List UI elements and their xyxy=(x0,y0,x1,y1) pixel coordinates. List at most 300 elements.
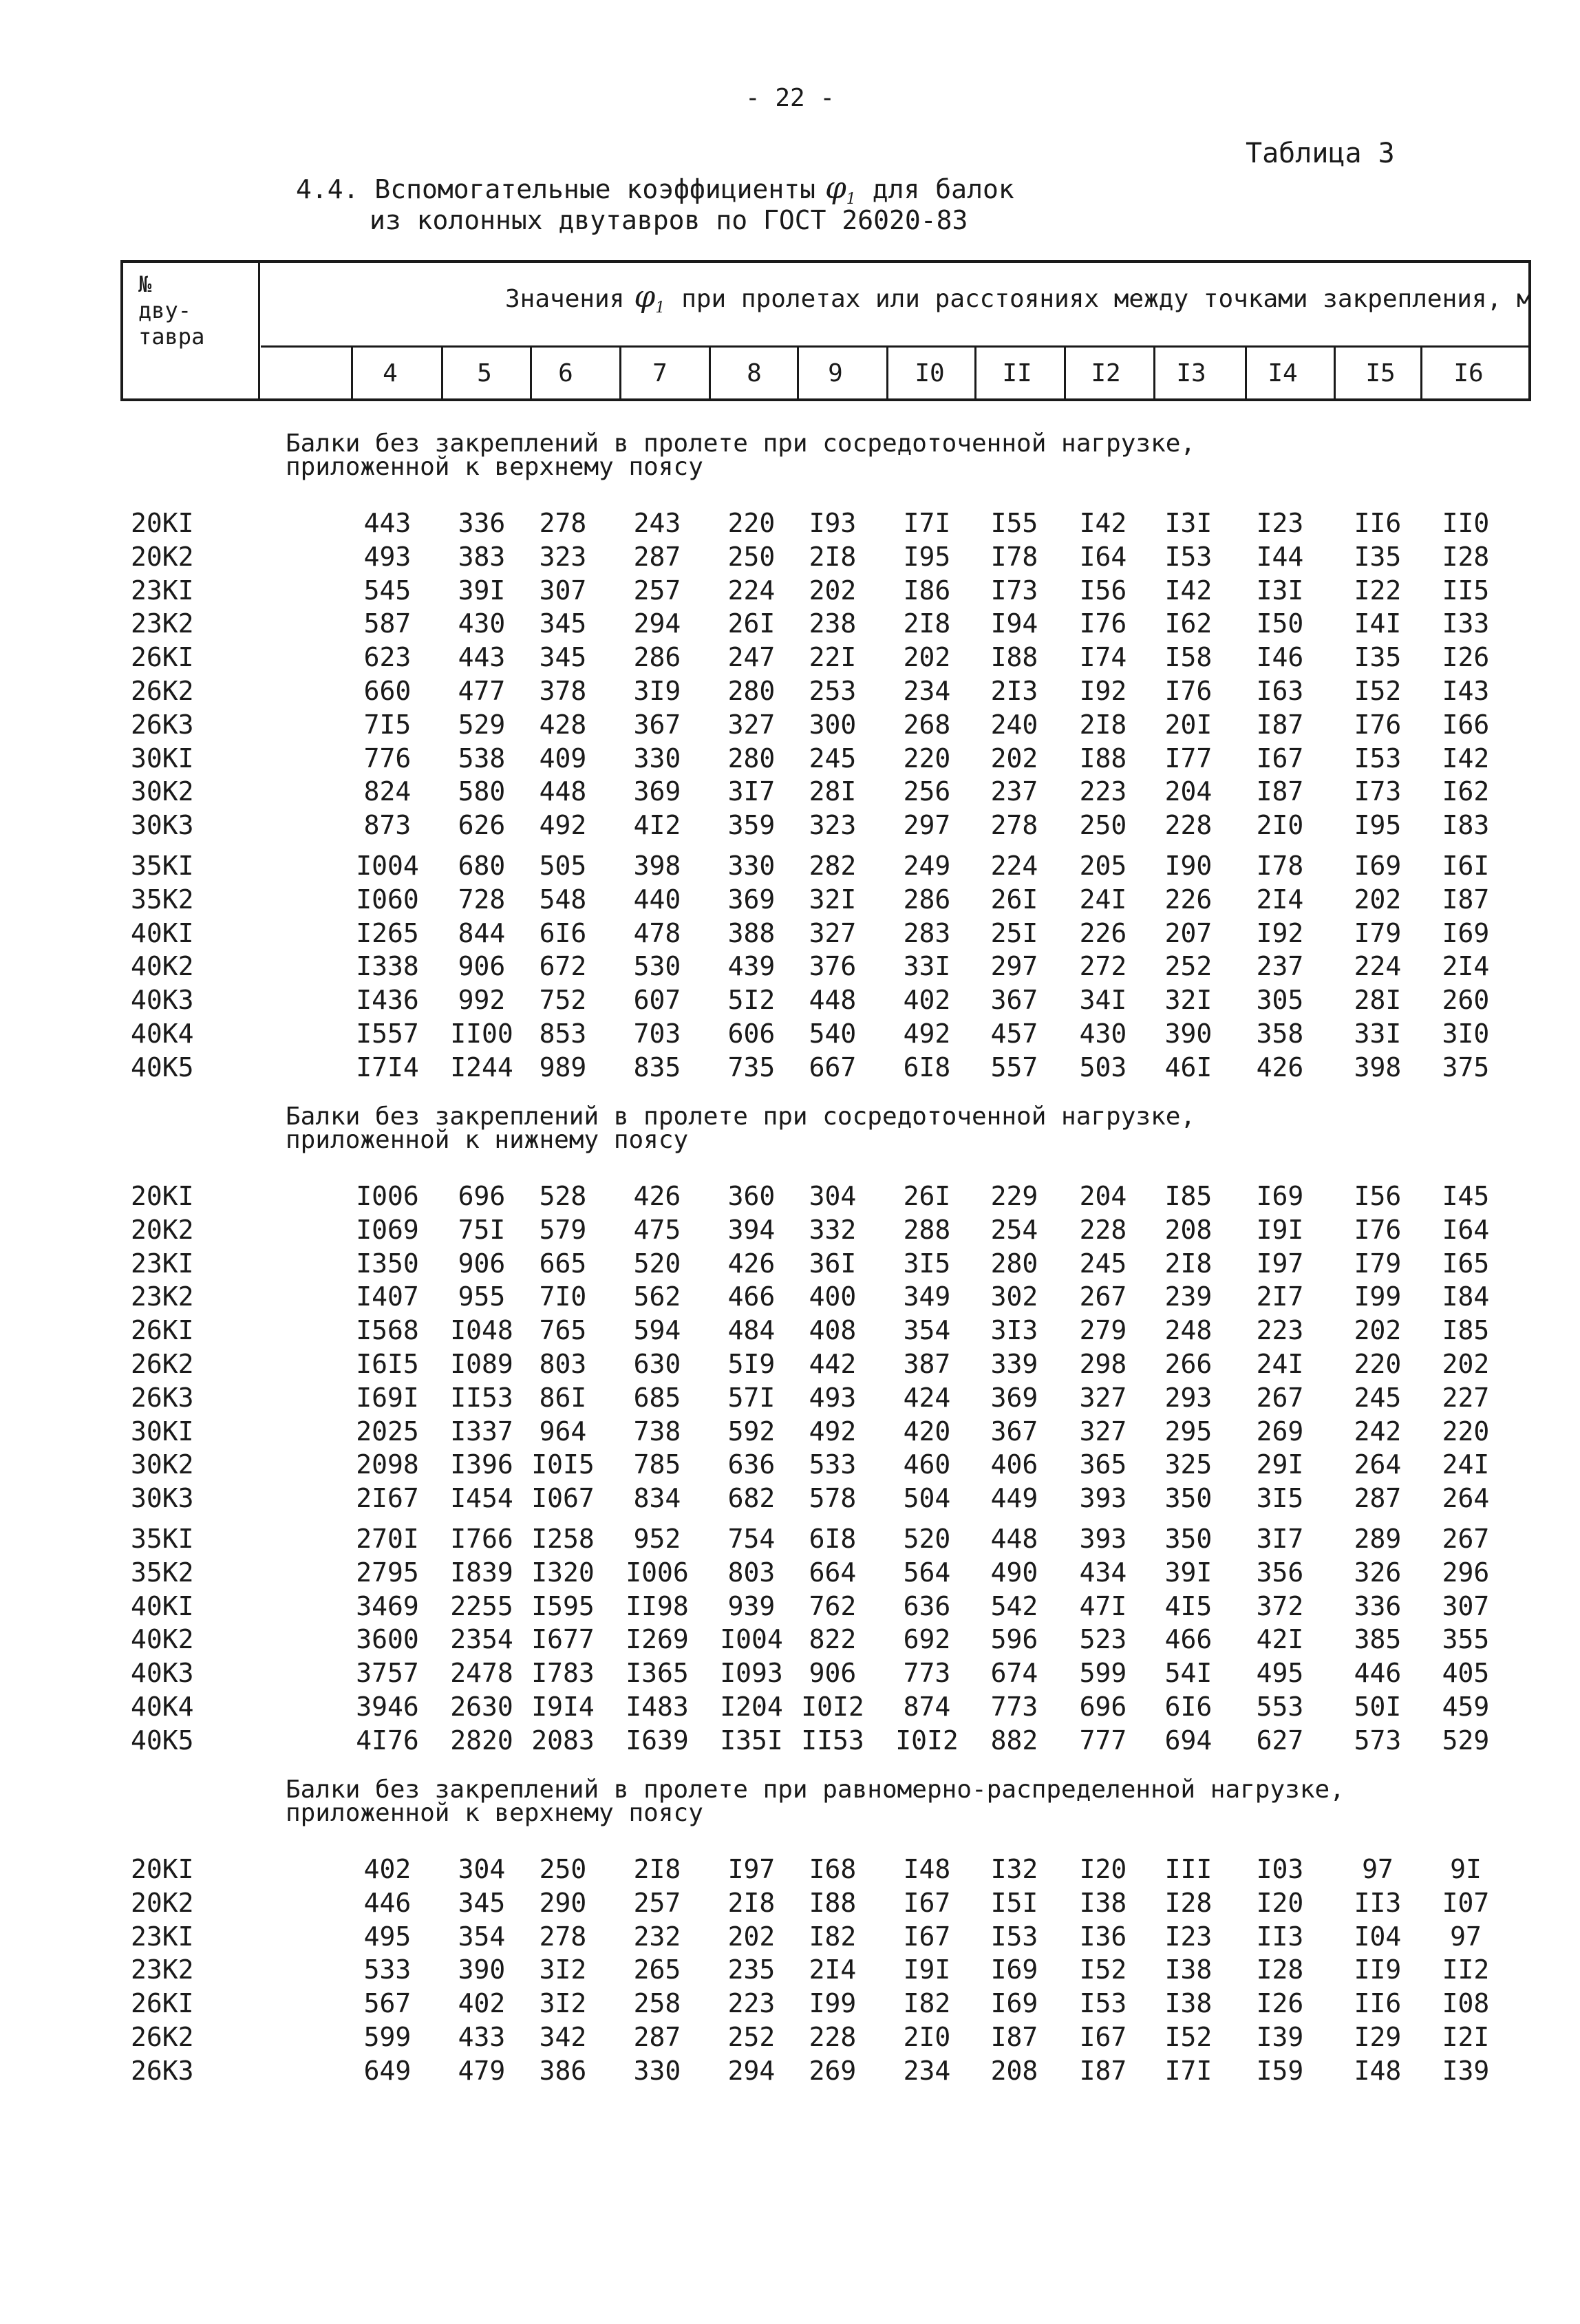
beam-label: 20К2 xyxy=(131,1887,194,1918)
table-cell: 349 xyxy=(903,1281,951,1312)
table-cell: 503 xyxy=(1079,1052,1127,1083)
table-cell: I97 xyxy=(727,1854,776,1884)
table-cell: 420 xyxy=(903,1416,951,1447)
table-cell: I0I2 xyxy=(801,1692,864,1722)
table-cell: 386 xyxy=(539,2055,587,2086)
table-cell: 2I4 xyxy=(1442,951,1490,982)
table-cell: I86 xyxy=(903,575,951,606)
table-cell: 405 xyxy=(1442,1658,1490,1689)
table-cell: 528 xyxy=(539,1181,587,1211)
table-cell: I53 xyxy=(1079,1988,1127,2019)
table-cell: 207 xyxy=(1164,917,1213,948)
table-cell: I08 xyxy=(1442,1988,1490,2019)
table-cell: 409 xyxy=(539,743,587,774)
table-cell: 367 xyxy=(990,1416,1038,1447)
table-cell: I76 xyxy=(1354,1214,1402,1245)
table-cell: I3I xyxy=(1256,575,1304,606)
table-cell: 345 xyxy=(539,642,587,673)
table-cell: I78 xyxy=(1256,851,1304,881)
table-cell: I83 xyxy=(1442,810,1490,841)
table-cell: 3I2 xyxy=(539,1954,587,1985)
table-cell: 224 xyxy=(990,851,1038,881)
table-cell: 6I8 xyxy=(809,1524,857,1554)
table-cell: 692 xyxy=(903,1624,951,1655)
table-cell: 247 xyxy=(727,642,776,673)
table-cell: 567 xyxy=(363,1988,412,2019)
table-cell: I23 xyxy=(1256,508,1304,538)
span-header-cell: 6 xyxy=(558,359,573,387)
table-cell: I436 xyxy=(356,985,419,1016)
table-cell: 228 xyxy=(1164,810,1213,841)
table-cell: I33 xyxy=(1442,608,1490,639)
table-cell: 260 xyxy=(1442,985,1490,1016)
table-cell: 245 xyxy=(1354,1382,1402,1413)
table-cell: 493 xyxy=(363,541,412,572)
table-cell: II9 xyxy=(1354,1954,1402,1985)
table-cell: 442 xyxy=(809,1349,857,1379)
table-cell: I0I2 xyxy=(895,1725,959,1756)
table-cell: 523 xyxy=(1079,1624,1127,1655)
table-cell: 803 xyxy=(539,1349,587,1379)
table-cell: 667 xyxy=(809,1052,857,1083)
table-cell: 803 xyxy=(727,1557,776,1588)
table-cell: 267 xyxy=(1442,1524,1490,1554)
table-cell: 383 xyxy=(458,541,506,572)
table-cell: I20 xyxy=(1256,1887,1304,1918)
table-cell: I93 xyxy=(809,508,857,538)
table-cell: 208 xyxy=(1164,1214,1213,1245)
table-cell: 735 xyxy=(727,1052,776,1083)
table-cell: 2I8 xyxy=(727,1887,776,1918)
span-header-cell: I5 xyxy=(1365,359,1396,387)
table-cell: 682 xyxy=(727,1483,776,1514)
table-cell: 350 xyxy=(1164,1483,1213,1514)
table-cell: 287 xyxy=(1354,1483,1402,1514)
table-cell: 28I xyxy=(809,776,857,807)
table-cell: 234 xyxy=(903,676,951,706)
span-header-cell: 7 xyxy=(652,359,668,387)
table-cell: 596 xyxy=(990,1624,1038,1655)
table-cell: 387 xyxy=(903,1349,951,1379)
table-cell: I53 xyxy=(1164,541,1213,572)
table-cell: 599 xyxy=(1079,1658,1127,1689)
table-cell: 754 xyxy=(727,1524,776,1554)
table-cell: 2I4 xyxy=(809,1954,857,1985)
table-cell: 238 xyxy=(809,608,857,639)
table-cell: 367 xyxy=(990,985,1038,1016)
table-cell: I28 xyxy=(1164,1887,1213,1918)
table-cell: 330 xyxy=(727,851,776,881)
table-cell: 75I xyxy=(458,1214,506,1245)
table-cell: 627 xyxy=(1256,1725,1304,1756)
table-cell: 479 xyxy=(458,2055,506,2086)
table-cell: 39I xyxy=(1164,1557,1213,1588)
table-cell: 205 xyxy=(1079,851,1127,881)
table-cell: I95 xyxy=(1354,810,1402,841)
table-cell: 674 xyxy=(990,1658,1038,1689)
table-cell: I92 xyxy=(1256,917,1304,948)
table-cell: 2I8 xyxy=(809,541,857,572)
table-cell: 202 xyxy=(727,1921,776,1952)
span-header-cell: I0 xyxy=(915,359,945,387)
table-cell: 3I5 xyxy=(903,1248,951,1279)
table-cell: 773 xyxy=(903,1658,951,1689)
table-cell: 305 xyxy=(1256,985,1304,1016)
table-cell: I048 xyxy=(450,1315,513,1346)
table-cell: 265 xyxy=(633,1954,681,1985)
table-cell: I089 xyxy=(450,1349,513,1379)
values-header: Значения $\varphi_1$ при пролетах или расстояниях между точками закрепления, м xyxy=(505,279,1532,317)
table-cell: 835 xyxy=(633,1052,681,1083)
table-cell: 280 xyxy=(990,1248,1038,1279)
table-cell: I55 xyxy=(990,508,1038,538)
table-cell: 268 xyxy=(903,709,951,740)
table-cell: I2I xyxy=(1442,2022,1490,2052)
table-cell: 3I9 xyxy=(633,676,681,706)
table-cell: I338 xyxy=(356,951,419,982)
section-title: Балки без закреплений в пролете при сосредоточенной нагрузке, приложенной к верхнему поясу xyxy=(286,429,1196,481)
table-cell: 280 xyxy=(727,743,776,774)
beam-label: 40К2 xyxy=(131,951,194,982)
table-cell: 220 xyxy=(903,743,951,774)
beam-label: 30К3 xyxy=(131,810,194,841)
table-cell: 2I8 xyxy=(1164,1248,1213,1279)
table-cell: 906 xyxy=(458,951,506,982)
table-cell: 354 xyxy=(903,1315,951,1346)
table-cell: I76 xyxy=(1164,676,1213,706)
table-cell: 267 xyxy=(1256,1382,1304,1413)
table-cell: 484 xyxy=(727,1315,776,1346)
table-cell: 785 xyxy=(633,1449,681,1480)
table-cell: 36I xyxy=(809,1248,857,1279)
table-cell: I839 xyxy=(450,1557,513,1588)
table-cell: I88 xyxy=(809,1887,857,1918)
span-header-cell: I3 xyxy=(1176,359,1206,387)
table-cell: 752 xyxy=(539,985,587,1016)
table-cell: 323 xyxy=(809,810,857,841)
beam-label: 35К2 xyxy=(131,1557,194,1588)
table-cell: I244 xyxy=(450,1052,513,1083)
table-cell: 248 xyxy=(1164,1315,1213,1346)
table-cell: 220 xyxy=(727,508,776,538)
table-cell: 267 xyxy=(1079,1281,1127,1312)
table-cell: 3I3 xyxy=(990,1315,1038,1346)
table-cell: I69 xyxy=(1354,851,1402,881)
table-cell: 372 xyxy=(1256,1590,1304,1621)
table-label: Таблица 3 xyxy=(1246,138,1395,169)
table-cell: 226 xyxy=(1079,917,1127,948)
table-cell: 3I2 xyxy=(539,1988,587,2019)
table-cell: I337 xyxy=(450,1416,513,1447)
table-cell: II5 xyxy=(1442,575,1490,606)
beam-label: 23К2 xyxy=(131,1281,194,1312)
table-cell: I006 xyxy=(356,1181,419,1211)
table-cell: 765 xyxy=(539,1315,587,1346)
beam-label: 40К3 xyxy=(131,985,194,1016)
table-cell: 578 xyxy=(809,1483,857,1514)
table-cell: I350 xyxy=(356,1248,419,1279)
table-cell: 278 xyxy=(990,810,1038,841)
table-cell: 33I xyxy=(1354,1019,1402,1049)
table-cell: I69 xyxy=(1442,917,1490,948)
table-cell: 426 xyxy=(727,1248,776,1279)
table-cell: I58 xyxy=(1164,642,1213,673)
table-cell: 408 xyxy=(809,1315,857,1346)
beam-label: 23К2 xyxy=(131,608,194,639)
table-cell: 264 xyxy=(1354,1449,1402,1480)
table-cell: 47I xyxy=(1079,1590,1127,1621)
table-cell: 286 xyxy=(633,642,681,673)
table-cell: 2I3 xyxy=(990,676,1038,706)
table-cell: 327 xyxy=(809,917,857,948)
table-cell: I454 xyxy=(450,1483,513,1514)
table-cell: 239 xyxy=(1164,1281,1213,1312)
table-cell: 293 xyxy=(1164,1382,1213,1413)
table-cell: 2083 xyxy=(531,1725,595,1756)
table-cell: 369 xyxy=(990,1382,1038,1413)
table-cell: 279 xyxy=(1079,1315,1127,1346)
table-cell: 824 xyxy=(363,776,412,807)
table-cell: I568 xyxy=(356,1315,419,1346)
table-cell: 738 xyxy=(633,1416,681,1447)
table-cell: I004 xyxy=(356,851,419,881)
table-cell: 369 xyxy=(727,884,776,915)
table-cell: 2098 xyxy=(356,1449,419,1480)
table-cell: 457 xyxy=(990,1019,1038,1049)
table-cell: 240 xyxy=(990,709,1038,740)
table-cell: 307 xyxy=(1442,1590,1490,1621)
table-cell: I69 xyxy=(990,1988,1038,2019)
table-cell: 696 xyxy=(458,1181,506,1211)
table-cell: 336 xyxy=(458,508,506,538)
table-cell: 253 xyxy=(809,676,857,706)
table-cell: II98 xyxy=(626,1590,689,1621)
table-cell: I62 xyxy=(1164,608,1213,639)
table-cell: 4I5 xyxy=(1164,1590,1213,1621)
table-cell: 475 xyxy=(633,1214,681,1245)
table-cell: 327 xyxy=(1079,1416,1127,1447)
table-cell: 234 xyxy=(903,2055,951,2086)
table-cell: I82 xyxy=(903,1988,951,2019)
table-cell: 873 xyxy=(363,810,412,841)
table-cell: 288 xyxy=(903,1214,951,1245)
table-cell: 2478 xyxy=(450,1658,513,1689)
table-cell: 345 xyxy=(539,608,587,639)
table-cell: 460 xyxy=(903,1449,951,1480)
table-cell: 254 xyxy=(990,1214,1038,1245)
table-cell: 623 xyxy=(363,642,412,673)
table-cell: I76 xyxy=(1354,709,1402,740)
table-cell: 2I8 xyxy=(633,1854,681,1884)
span-divider xyxy=(351,345,353,398)
span-divider xyxy=(797,345,799,398)
table-cell: 728 xyxy=(458,884,506,915)
table-cell: 5I9 xyxy=(727,1349,776,1379)
table-cell: 42I xyxy=(1256,1624,1304,1655)
table-cell: I67 xyxy=(1079,2022,1127,2052)
table-cell: 297 xyxy=(903,810,951,841)
beam-label: 26К2 xyxy=(131,676,194,706)
table-cell: II3 xyxy=(1256,1921,1304,1952)
table-cell: 287 xyxy=(633,541,681,572)
table-cell: 844 xyxy=(458,917,506,948)
table-cell: I258 xyxy=(531,1524,595,1554)
table-cell: 394 xyxy=(727,1214,776,1245)
table-cell: I45 xyxy=(1442,1181,1490,1211)
table-cell: I060 xyxy=(356,884,419,915)
table-cell: I5I xyxy=(990,1887,1038,1918)
table-cell: 365 xyxy=(1079,1449,1127,1480)
table-cell: 3I5 xyxy=(1256,1483,1304,1514)
table-cell: 607 xyxy=(633,985,681,1016)
table-cell: 249 xyxy=(903,851,951,881)
table-cell: II6 xyxy=(1354,1988,1402,2019)
table-cell: I9I xyxy=(1256,1214,1304,1245)
table-cell: 504 xyxy=(903,1483,951,1514)
table-cell: 223 xyxy=(727,1988,776,2019)
table-cell: 295 xyxy=(1164,1416,1213,1447)
header-divider xyxy=(258,263,260,398)
span-divider xyxy=(619,345,621,398)
table-cell: I28 xyxy=(1442,541,1490,572)
table-cell: 350 xyxy=(1164,1524,1213,1554)
table-cell: 664 xyxy=(809,1557,857,1588)
table-cell: 477 xyxy=(458,676,506,706)
table-cell: 520 xyxy=(903,1524,951,1554)
table-cell: 430 xyxy=(1079,1019,1127,1049)
table-cell: 245 xyxy=(1079,1248,1127,1279)
table-cell: 33I xyxy=(903,951,951,982)
beam-label: 26К3 xyxy=(131,2055,194,2086)
table-cell: 289 xyxy=(1354,1524,1402,1554)
beam-label: 30К2 xyxy=(131,776,194,807)
table-cell: 402 xyxy=(903,985,951,1016)
beam-label: 20КI xyxy=(131,1181,194,1211)
table-cell: 228 xyxy=(1079,1214,1127,1245)
table-cell: 434 xyxy=(1079,1557,1127,1588)
table-cell: 294 xyxy=(633,608,681,639)
table-cell: 369 xyxy=(633,776,681,807)
table-cell: I79 xyxy=(1354,917,1402,948)
table-cell: 226 xyxy=(1164,884,1213,915)
table-cell: 224 xyxy=(727,575,776,606)
heading-prefix: 4.4. Вспомогательные коэффициенты xyxy=(296,174,815,204)
table-cell: 443 xyxy=(458,642,506,673)
heading-line-1 xyxy=(296,171,1014,209)
table-cell: 4I76 xyxy=(356,1725,419,1756)
table-cell: 224 xyxy=(1354,951,1402,982)
table-cell: 672 xyxy=(539,951,587,982)
table-cell: 424 xyxy=(903,1382,951,1413)
phi-symbol: $\varphi_1$ xyxy=(824,171,856,208)
table-cell: 402 xyxy=(363,1854,412,1884)
table-cell: 6I6 xyxy=(539,917,587,948)
table-cell: 2I8 xyxy=(1079,709,1127,740)
table-cell: 939 xyxy=(727,1590,776,1621)
table-cell: I50 xyxy=(1256,608,1304,639)
table-cell: I48 xyxy=(903,1854,951,1884)
table-cell: 492 xyxy=(809,1416,857,1447)
span-header-cell: I2 xyxy=(1091,359,1121,387)
table-cell: 874 xyxy=(903,1692,951,1722)
table-cell: 478 xyxy=(633,917,681,948)
table-cell: I28 xyxy=(1256,1954,1304,1985)
table-cell: 564 xyxy=(903,1557,951,1588)
table-cell: I766 xyxy=(450,1524,513,1554)
table-cell: 245 xyxy=(809,743,857,774)
table-cell: 39I xyxy=(458,575,506,606)
table-cell: 587 xyxy=(363,608,412,639)
table-cell: I7I xyxy=(903,508,951,538)
beam-label: 40К5 xyxy=(131,1052,194,1083)
table-cell: 325 xyxy=(1164,1449,1213,1480)
table-cell: I97 xyxy=(1256,1248,1304,1279)
table-cell: 3757 xyxy=(356,1658,419,1689)
table-cell: I093 xyxy=(720,1658,783,1689)
table-cell: I69I xyxy=(356,1382,419,1413)
table-cell: I82 xyxy=(809,1921,857,1952)
table-cell: II6 xyxy=(1354,508,1402,538)
table-cell: 493 xyxy=(809,1382,857,1413)
beam-label: 40К2 xyxy=(131,1624,194,1655)
table-cell: I73 xyxy=(990,575,1038,606)
table-cell: 280 xyxy=(727,676,776,706)
table-cell: 2630 xyxy=(450,1692,513,1722)
table-cell: 34I xyxy=(1079,985,1127,1016)
table-cell: 20I xyxy=(1164,709,1213,740)
table-cell: I56 xyxy=(1354,1181,1402,1211)
table-cell: 86I xyxy=(539,1382,587,1413)
beam-number-header: № дву- тавра xyxy=(138,271,205,350)
table-cell: I76 xyxy=(1079,608,1127,639)
table-cell: 296 xyxy=(1442,1557,1490,1588)
table-cell: 660 xyxy=(363,676,412,706)
beam-label: 35К2 xyxy=(131,884,194,915)
table-cell: I29 xyxy=(1354,2022,1402,2052)
table-cell: I43 xyxy=(1442,676,1490,706)
table-cell: 495 xyxy=(363,1921,412,1952)
table-cell: I677 xyxy=(531,1624,595,1655)
span-divider xyxy=(1245,345,1247,398)
table-cell: 298 xyxy=(1079,1349,1127,1379)
table-cell: 685 xyxy=(633,1382,681,1413)
span-header-cell: 9 xyxy=(828,359,843,387)
beam-label: 26К2 xyxy=(131,2022,194,2052)
beam-label: 23КI xyxy=(131,1248,194,1279)
table-cell: I9I4 xyxy=(531,1692,595,1722)
phi-subscript: 1 xyxy=(846,190,856,208)
table-cell: 326 xyxy=(1354,1557,1402,1588)
table-cell: I78 xyxy=(990,541,1038,572)
beam-label: 40КI xyxy=(131,917,194,948)
table-cell: 626 xyxy=(458,810,506,841)
table-cell: 327 xyxy=(1079,1382,1127,1413)
table-cell: 446 xyxy=(1354,1658,1402,1689)
table-cell: 3I7 xyxy=(727,776,776,807)
table-cell: 3I0 xyxy=(1442,1019,1490,1049)
table-cell: I53 xyxy=(990,1921,1038,1952)
table-cell: 270I xyxy=(356,1524,419,1554)
table-cell: 636 xyxy=(903,1590,951,1621)
table-cell: 649 xyxy=(363,2055,412,2086)
beam-label: 30К2 xyxy=(131,1449,194,1480)
span-header-cell: I4 xyxy=(1268,359,1298,387)
table-cell: 220 xyxy=(1442,1416,1490,1447)
table-cell: I99 xyxy=(1354,1281,1402,1312)
table-cell: 7I0 xyxy=(539,1281,587,1312)
table-cell: 354 xyxy=(458,1921,506,1952)
table-cell: I7I xyxy=(1164,2055,1213,2086)
